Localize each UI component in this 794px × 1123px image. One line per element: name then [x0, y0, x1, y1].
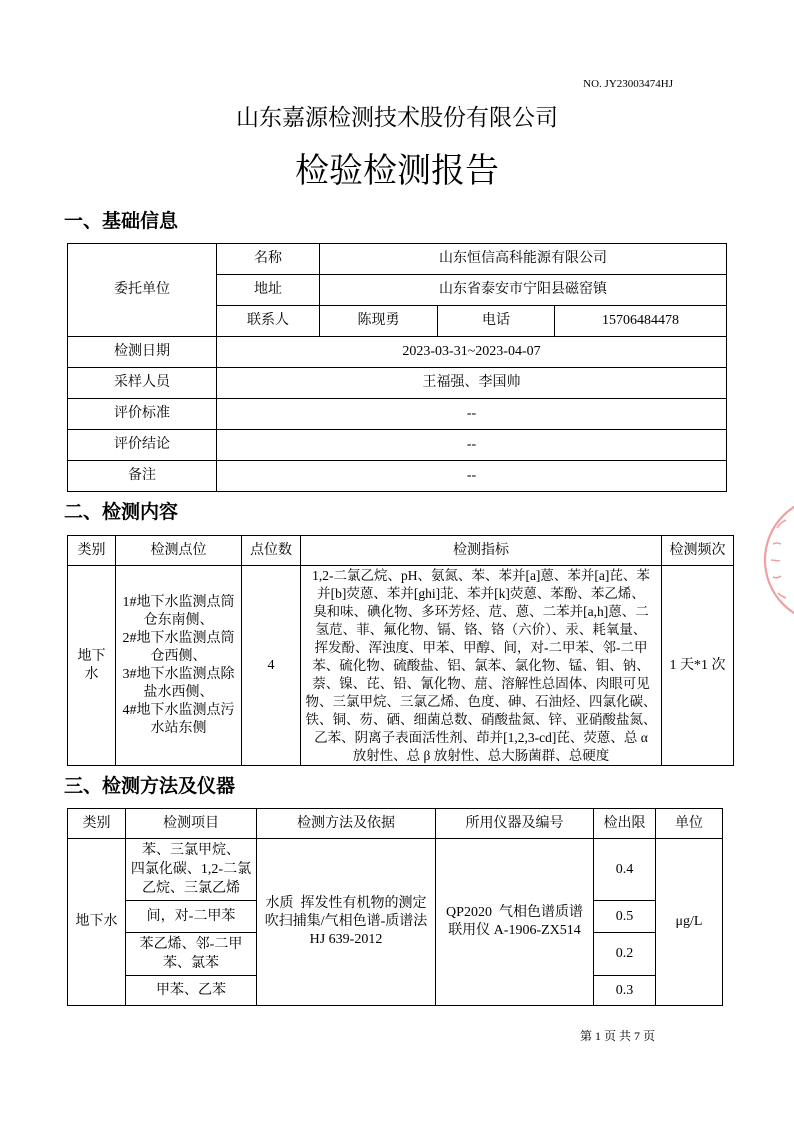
report-title: 检验检测报告 — [295, 153, 499, 190]
method-line: HJ 639-2012 — [309, 932, 383, 947]
detection-limit-cell: 0.2 — [594, 933, 656, 976]
row-value: -- — [217, 430, 727, 461]
row-value: -- — [217, 461, 727, 492]
frequency-cell: 1 天*1 次 — [662, 566, 734, 766]
row-label: 评价结论 — [68, 430, 217, 461]
phone-label: 电话 — [438, 306, 555, 337]
location-line: 水站东侧 — [150, 720, 207, 736]
client-label: 委托单位 — [68, 244, 217, 337]
instrument-cell — [436, 839, 594, 1006]
table-header-row — [68, 809, 723, 839]
test-item-line: 四氯化碳、1,2-二氯 — [130, 862, 252, 877]
test-item-line: 苯乙烯、邻-二甲 — [139, 937, 243, 952]
method-line: 吹扫捕集/气相色谱-质谱法 — [264, 914, 428, 929]
section-heading-basic-info: 一、基础信息 — [64, 211, 179, 232]
indicator-line: 氢苊、菲、氟化物、镉、铬、铬（六价）、汞、耗氧量、 — [315, 621, 647, 637]
header-detection-limit: 检出限 — [594, 809, 656, 839]
location-line: 仓西侧、 — [150, 648, 207, 664]
location-line: 盐水西侧、 — [143, 684, 214, 700]
address-label: 地址 — [217, 275, 320, 306]
point-count-cell: 4 — [242, 566, 301, 766]
header-location: 检测点位 — [116, 536, 242, 566]
address-value: 山东省泰安市宁阳县磁窑镇 — [320, 275, 727, 306]
indicator-line: 1,2-二氯乙烷、pH、氨氮、苯、苯并[a]蒽、苯并[a]芘、苯 — [312, 567, 650, 583]
location-line: 2#地下水监测点筒 — [122, 630, 235, 646]
name-label: 名称 — [217, 244, 320, 275]
category-line: 水 — [84, 666, 99, 682]
header-category: 类别 — [68, 536, 116, 566]
company-name: 山东嘉源检测技术股份有限公司 — [236, 105, 558, 130]
header-indicators: 检测指标 — [301, 536, 662, 566]
section-heading-test-content: 二、检测内容 — [64, 502, 179, 523]
category-cell: 地下水 — [68, 839, 126, 1006]
test-item-cell — [126, 839, 257, 901]
contact-value: 陈现勇 — [320, 306, 438, 337]
category-cell — [68, 566, 116, 766]
header-unit: 单位 — [656, 809, 723, 839]
location-line: 4#地下水监测点污 — [122, 702, 235, 718]
table-row — [68, 461, 727, 492]
test-item-line: 间，对-二甲苯 — [146, 909, 236, 924]
method-cell — [257, 839, 436, 1006]
method-line: 水质 挥发性有机物的测定 — [265, 896, 427, 911]
test-item-line: 甲苯、乙苯 — [156, 983, 226, 998]
indicator-line: 铁、铜、芴、硒、细菌总数、硝酸盐氮、锌、亚硝酸盐氮、 — [305, 711, 657, 727]
report-number: NO. JY23003474HJ — [583, 78, 673, 90]
row-label: 评价标准 — [68, 399, 217, 430]
table-row — [68, 244, 727, 275]
location-line: 1#地下水监测点筒 — [122, 594, 235, 610]
header-method: 检测方法及依据 — [257, 809, 436, 839]
detection-limit-cell: 0.3 — [594, 976, 656, 1006]
table-row — [68, 566, 734, 766]
row-value: 王福强、李国帅 — [217, 368, 727, 399]
location-cell — [116, 566, 242, 766]
methods-table — [67, 808, 723, 1006]
table-row — [68, 368, 727, 399]
table-row — [68, 337, 727, 368]
instrument-line: QP2020 气相色谱质谱 — [446, 905, 583, 920]
phone-value: 15706484478 — [555, 306, 727, 337]
row-value: -- — [217, 399, 727, 430]
row-value: 2023-03-31~2023-04-07 — [217, 337, 727, 368]
header-category: 类别 — [68, 809, 126, 839]
location-line: 3#地下水监测点除 — [122, 666, 235, 682]
indicator-line: 物、三氯甲烷、三氯乙烯、色度、砷、石油烃、四氯化碳、 — [305, 693, 657, 709]
name-value: 山东恒信高科能源有限公司 — [320, 244, 727, 275]
table-header-row — [68, 536, 734, 566]
unit-cell: μg/L — [656, 839, 723, 1006]
indicator-line: 臭和味、碘化物、多环芳烃、苊、蒽、二苯并[a,h]蒽、二 — [313, 603, 649, 619]
test-item-line: 乙烷、三氯乙烯 — [142, 881, 240, 896]
table-row — [68, 430, 727, 461]
indicator-line: 乙苯、阴离子表面活性剂、茚并[1,2,3-cd]芘、荧蒽、总 α — [314, 729, 648, 745]
detection-limit-cell: 0.4 — [594, 839, 656, 901]
test-content-table — [67, 535, 734, 766]
header-instrument: 所用仪器及编号 — [436, 809, 594, 839]
indicator-line: 并[b]荧蒽、苯并[ghi]苝、苯并[k]荧蒽、苯酚、苯乙烯、 — [317, 585, 645, 601]
indicators-cell — [301, 566, 662, 766]
row-label: 备注 — [68, 461, 217, 492]
category-line: 地下 — [77, 648, 106, 664]
header-point-count: 点位数 — [242, 536, 301, 566]
indicator-line: 挥发酚、浑浊度、甲苯、甲醇、间，对-二甲苯、邻-二甲 — [314, 639, 648, 655]
test-item-cell — [126, 976, 257, 1006]
detection-limit-cell: 0.5 — [594, 901, 656, 933]
seal-stamp — [760, 490, 794, 630]
row-label: 检测日期 — [68, 337, 217, 368]
test-item-cell — [126, 901, 257, 933]
test-item-line: 苯、氯苯 — [163, 956, 219, 971]
table-row — [68, 399, 727, 430]
header-frequency: 检测频次 — [662, 536, 734, 566]
test-item-cell — [126, 933, 257, 976]
row-label: 采样人员 — [68, 368, 217, 399]
header-test-item: 检测项目 — [126, 809, 257, 839]
instrument-line: 联用仪 A-1906-ZX514 — [448, 923, 581, 938]
indicator-line: 萘、镍、芘、铅、氰化物、䓛、溶解性总固体、肉眼可见 — [312, 675, 650, 691]
page-footer: 第 1 页 共 7 页 — [580, 1029, 656, 1043]
indicator-line: 苯、硫化物、硫酸盐、铝、氯苯、氯化物、锰、钼、钠、 — [312, 657, 650, 673]
section-heading-methods: 三、检测方法及仪器 — [64, 776, 236, 797]
indicator-line: 放射性、总 β 放射性、总大肠菌群、总硬度 — [352, 747, 610, 763]
basic-info-table — [67, 243, 727, 492]
test-item-line: 苯、三氯甲烷、 — [142, 843, 240, 858]
contact-label: 联系人 — [217, 306, 320, 337]
location-line: 仓东南侧、 — [143, 612, 214, 628]
table-row — [68, 839, 723, 901]
